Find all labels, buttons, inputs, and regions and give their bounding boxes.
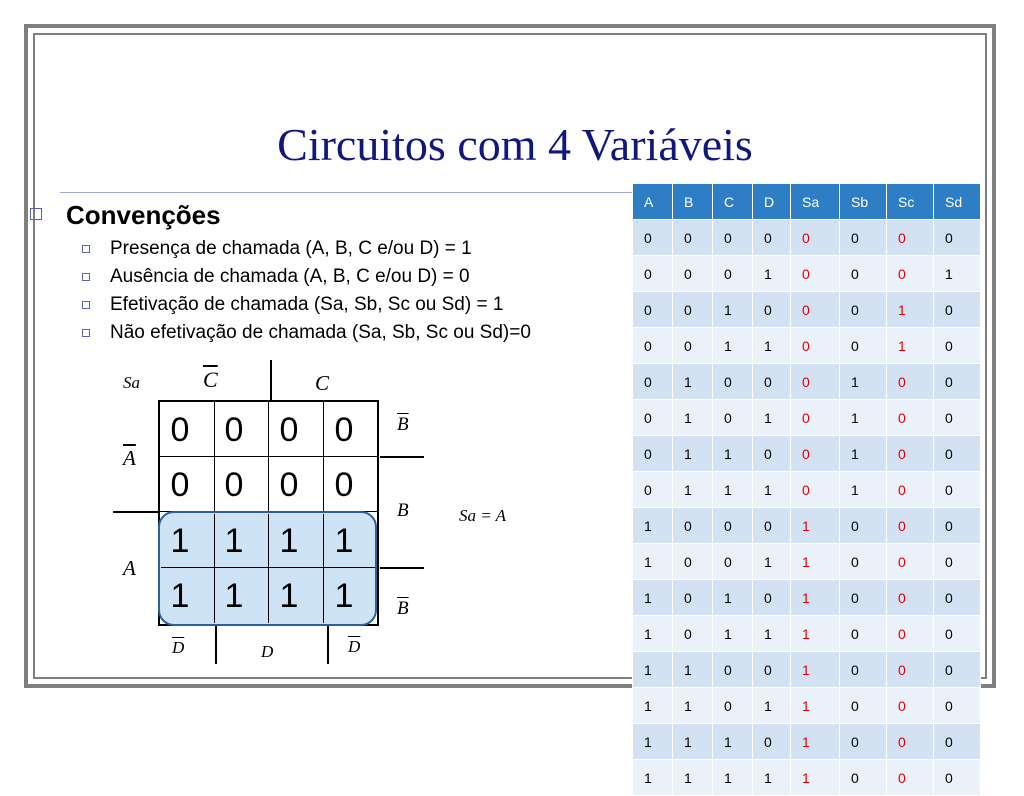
table-cell: 0 xyxy=(753,580,791,616)
table-cell: 0 xyxy=(791,472,840,508)
table-cell: 0 xyxy=(673,220,713,256)
sub-bullet-text: Efetivação de chamada (Sa, Sb, Sc ou Sd) = 1 xyxy=(110,294,504,315)
table-cell: 0 xyxy=(753,292,791,328)
kmap-right-divider xyxy=(380,567,424,569)
slide-title: Circuitos com 4 Variáveis xyxy=(277,119,753,170)
table-cell: 0 xyxy=(840,652,887,688)
table-cell: 1 xyxy=(791,688,840,724)
table-cell: 0 xyxy=(673,256,713,292)
table-cell: 0 xyxy=(633,328,673,364)
kmap-bottom-divider xyxy=(327,626,329,664)
table-cell: 1 xyxy=(673,400,713,436)
table-cell: 0 xyxy=(713,508,753,544)
table-row xyxy=(633,256,981,292)
table-cell: 1 xyxy=(713,616,753,652)
table-row xyxy=(633,472,981,508)
table-row xyxy=(633,328,981,364)
kmap-row-divider xyxy=(113,511,158,513)
table-cell: 1 xyxy=(633,508,673,544)
table-cell: 0 xyxy=(713,652,753,688)
title-divider xyxy=(60,192,640,193)
table-cell: 1 xyxy=(633,616,673,652)
kmap-bottom-divider xyxy=(215,626,217,664)
table-cell: 1 xyxy=(791,508,840,544)
kmap-cell: 0 xyxy=(334,411,354,449)
table-cell: 0 xyxy=(887,400,934,436)
table-cell: 1 xyxy=(753,472,791,508)
table-cell: 0 xyxy=(887,508,934,544)
table-cell: 1 xyxy=(791,652,840,688)
table-cell: 0 xyxy=(934,580,981,616)
kmap-cell: 1 xyxy=(170,577,190,615)
table-cell: 0 xyxy=(887,220,934,256)
table-row xyxy=(633,436,981,472)
kmap-col-label-cbar: $\overline{C}$ xyxy=(203,367,218,392)
sub-bullet-square-icon xyxy=(82,329,90,337)
table-header: C xyxy=(713,184,753,220)
table-cell: 0 xyxy=(934,760,981,796)
table-cell: 1 xyxy=(840,436,887,472)
table-cell: 0 xyxy=(934,472,981,508)
table-cell: 0 xyxy=(934,616,981,652)
table-cell: 0 xyxy=(673,580,713,616)
table-row xyxy=(633,760,981,796)
table-row xyxy=(633,292,981,328)
sub-bullet-text: Não efetivação de chamada (Sa, Sb, Sc ou Sd)=0 xyxy=(110,322,531,343)
table-cell: 0 xyxy=(840,616,887,652)
kmap-cell: 0 xyxy=(170,411,190,449)
table-cell: 0 xyxy=(673,508,713,544)
table-cell: 1 xyxy=(791,544,840,580)
table-cell: 0 xyxy=(887,616,934,652)
kmap-bottom-label-d: D xyxy=(261,642,274,661)
kmap-bottom-label-dbar: $\overline{D}$ xyxy=(348,637,361,656)
table-cell: 0 xyxy=(934,364,981,400)
table-cell: 0 xyxy=(840,292,887,328)
table-cell: 0 xyxy=(673,292,713,328)
table-cell: 0 xyxy=(887,580,934,616)
sub-bullet-text: Presença de chamada (A, B, C e/ou D) = 1 xyxy=(110,238,472,259)
table-cell: 1 xyxy=(713,472,753,508)
kmap-bottom-label-dbar: $\overline{D}$ xyxy=(172,638,185,657)
table-cell: 0 xyxy=(753,364,791,400)
table-cell: 0 xyxy=(713,220,753,256)
table-cell: 0 xyxy=(887,256,934,292)
table-row xyxy=(633,400,981,436)
table-cell: 0 xyxy=(791,364,840,400)
truth-table xyxy=(632,183,981,796)
table-cell: 1 xyxy=(713,292,753,328)
table-header: D xyxy=(753,184,791,220)
table-cell: 0 xyxy=(753,436,791,472)
table-cell: 1 xyxy=(633,760,673,796)
table-cell: 0 xyxy=(887,436,934,472)
kmap-expression: Sa = A xyxy=(459,506,507,525)
table-row xyxy=(633,724,981,760)
table-cell: 0 xyxy=(753,220,791,256)
table-cell: 0 xyxy=(934,220,981,256)
table-cell: 0 xyxy=(673,328,713,364)
table-cell: 1 xyxy=(934,256,981,292)
table-row xyxy=(633,364,981,400)
table-cell: 0 xyxy=(840,328,887,364)
table-cell: 0 xyxy=(840,760,887,796)
table-cell: 0 xyxy=(753,652,791,688)
kmap-right-label-b: B xyxy=(397,500,409,521)
table-cell: 0 xyxy=(633,472,673,508)
table-cell: 0 xyxy=(934,436,981,472)
table-cell: 0 xyxy=(934,544,981,580)
bullet-main-text: Convenções xyxy=(66,200,221,230)
table-cell: 1 xyxy=(887,292,934,328)
table-cell: 1 xyxy=(633,544,673,580)
table-cell: 0 xyxy=(673,616,713,652)
table-cell: 0 xyxy=(934,508,981,544)
table-cell: 1 xyxy=(673,724,713,760)
table-cell: 1 xyxy=(753,544,791,580)
kmap-cell: 1 xyxy=(170,522,190,560)
table-cell: 0 xyxy=(934,688,981,724)
table-cell: 0 xyxy=(633,256,673,292)
table-cell: 0 xyxy=(633,436,673,472)
table-cell: 0 xyxy=(887,364,934,400)
table-cell: 0 xyxy=(840,508,887,544)
kmap-col-label-c: C xyxy=(315,371,330,395)
table-cell: 0 xyxy=(633,400,673,436)
kmap-cell: 0 xyxy=(279,411,299,449)
table-cell: 0 xyxy=(791,292,840,328)
table-cell: 1 xyxy=(673,436,713,472)
table-cell: 0 xyxy=(934,400,981,436)
kmap-cell: 0 xyxy=(170,466,190,504)
table-cell: 1 xyxy=(753,400,791,436)
table-cell: 1 xyxy=(753,760,791,796)
table-cell: 0 xyxy=(633,220,673,256)
kmap-cell: 1 xyxy=(334,577,354,615)
table-header: Sb xyxy=(840,184,887,220)
table-cell: 1 xyxy=(633,724,673,760)
table-cell: 1 xyxy=(791,616,840,652)
table-cell: 1 xyxy=(713,328,753,364)
table-cell: 0 xyxy=(791,436,840,472)
table-cell: 1 xyxy=(753,328,791,364)
table-cell: 1 xyxy=(713,436,753,472)
table-cell: 1 xyxy=(673,364,713,400)
table-row xyxy=(633,652,981,688)
kmap-cell: 0 xyxy=(224,466,244,504)
table-row xyxy=(633,220,981,256)
table-cell: 0 xyxy=(887,688,934,724)
table-header: A xyxy=(633,184,673,220)
table-cell: 0 xyxy=(673,544,713,580)
table-cell: 0 xyxy=(934,328,981,364)
table-header: B xyxy=(673,184,713,220)
table-header: Sa xyxy=(791,184,840,220)
table-cell: 0 xyxy=(887,472,934,508)
table-row xyxy=(633,688,981,724)
table-cell: 0 xyxy=(713,256,753,292)
table-cell: 0 xyxy=(840,688,887,724)
table-cell: 0 xyxy=(934,652,981,688)
table-header: Sd xyxy=(934,184,981,220)
table-cell: 0 xyxy=(753,724,791,760)
kmap-right-divider xyxy=(380,456,424,458)
kmap-cell: 1 xyxy=(279,577,299,615)
table-cell: 1 xyxy=(791,580,840,616)
table-cell: 1 xyxy=(791,760,840,796)
kmap-cell: 0 xyxy=(334,466,354,504)
kmap-col-divider xyxy=(270,360,272,400)
table-header: Sc xyxy=(887,184,934,220)
sub-bullet-square-icon xyxy=(82,301,90,309)
table-cell: 0 xyxy=(713,544,753,580)
table-cell: 1 xyxy=(791,724,840,760)
table-cell: 0 xyxy=(887,544,934,580)
table-cell: 0 xyxy=(934,292,981,328)
kmap-row-label-a: A xyxy=(123,556,136,580)
table-cell: 1 xyxy=(673,688,713,724)
table-cell: 1 xyxy=(713,580,753,616)
sub-bullet-text: Ausência de chamada (A, B, C e/ou D) = 0 xyxy=(110,266,470,287)
table-cell: 0 xyxy=(633,364,673,400)
table-cell: 0 xyxy=(713,400,753,436)
table-cell: 0 xyxy=(840,724,887,760)
kmap-right-label-bbar: $\overline{B}$ xyxy=(397,598,409,619)
sub-bullet-square-icon xyxy=(82,273,90,281)
table-row xyxy=(633,508,981,544)
table-cell: 1 xyxy=(840,400,887,436)
kmap-row-label-abar: $\overline{A}$ xyxy=(123,446,136,470)
table-cell: 0 xyxy=(934,724,981,760)
table-cell: 0 xyxy=(840,256,887,292)
table-cell: 0 xyxy=(713,364,753,400)
table-cell: 1 xyxy=(887,328,934,364)
kmap-cell: 0 xyxy=(279,466,299,504)
table-cell: 1 xyxy=(753,616,791,652)
bullet-square-icon xyxy=(30,208,42,220)
table-cell: 0 xyxy=(713,688,753,724)
table-cell: 1 xyxy=(673,652,713,688)
table-row xyxy=(633,616,981,652)
table-cell: 1 xyxy=(673,472,713,508)
kmap-cell: 1 xyxy=(279,522,299,560)
table-cell: 0 xyxy=(840,580,887,616)
table-cell: 1 xyxy=(753,256,791,292)
table-cell: 1 xyxy=(713,724,753,760)
table-cell: 0 xyxy=(887,652,934,688)
table-row xyxy=(633,580,981,616)
table-cell: 0 xyxy=(840,544,887,580)
table-cell: 0 xyxy=(791,220,840,256)
table-cell: 1 xyxy=(633,580,673,616)
kmap-name: Sa xyxy=(123,373,140,392)
table-cell: 0 xyxy=(791,400,840,436)
table-cell: 1 xyxy=(840,364,887,400)
table-row xyxy=(633,544,981,580)
table-cell: 1 xyxy=(673,760,713,796)
table-cell: 0 xyxy=(887,760,934,796)
table-cell: 0 xyxy=(791,328,840,364)
kmap-cell: 0 xyxy=(224,411,244,449)
kmap-right-label-bbar: $\overline{B}$ xyxy=(397,414,409,435)
table-cell: 1 xyxy=(713,760,753,796)
table-cell: 0 xyxy=(887,724,934,760)
kmap-cell: 1 xyxy=(224,577,244,615)
table-cell: 1 xyxy=(840,472,887,508)
table-cell: 0 xyxy=(633,292,673,328)
table-cell: 1 xyxy=(633,652,673,688)
table-header-row xyxy=(633,184,981,220)
kmap-cell: 1 xyxy=(224,522,244,560)
sub-bullet-square-icon xyxy=(82,245,90,253)
table-cell: 1 xyxy=(633,688,673,724)
table-cell: 0 xyxy=(791,256,840,292)
kmap-cell: 1 xyxy=(334,522,354,560)
table-cell: 0 xyxy=(753,508,791,544)
table-cell: 1 xyxy=(753,688,791,724)
table-cell: 0 xyxy=(840,220,887,256)
